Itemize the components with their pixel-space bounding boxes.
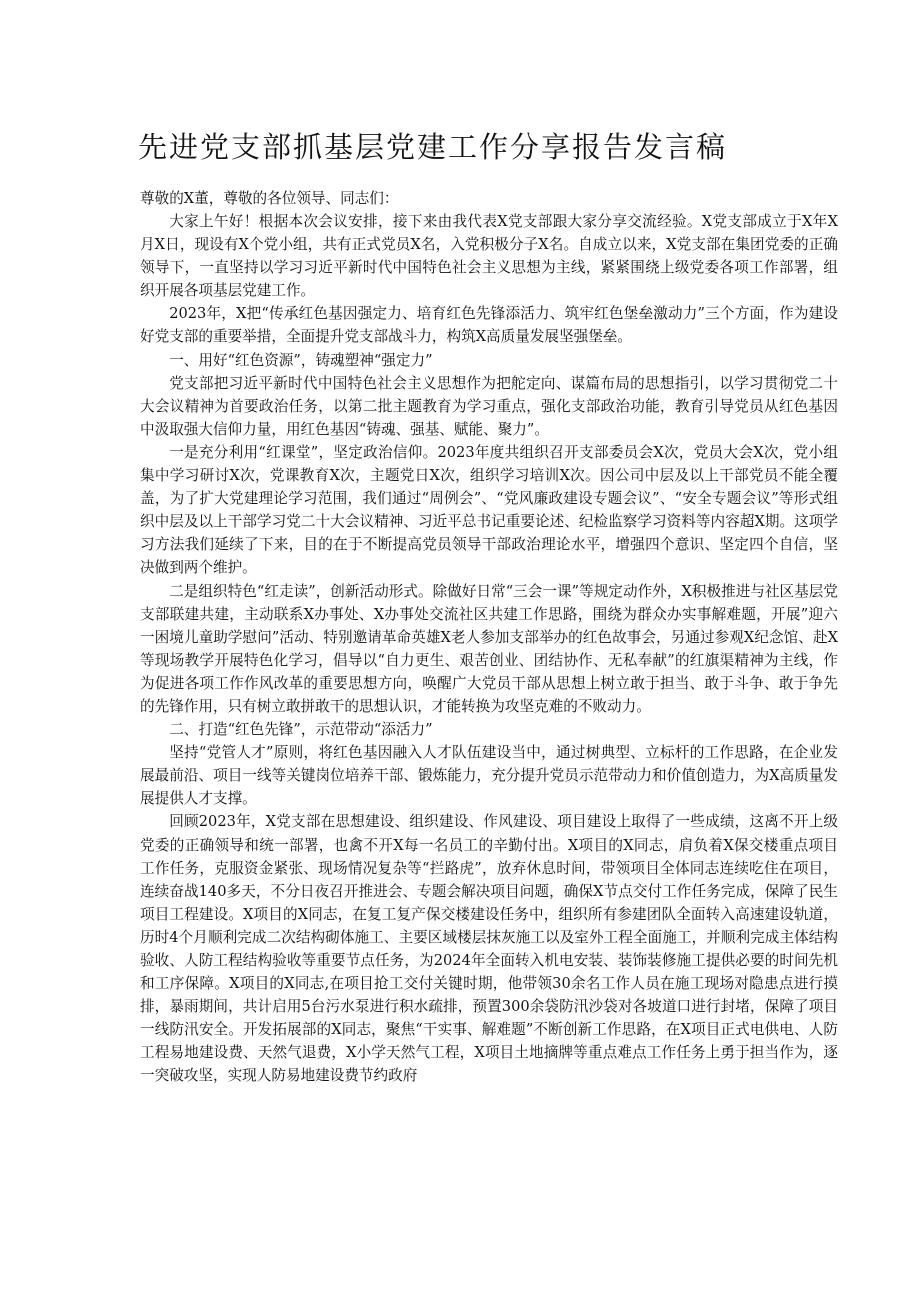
section-heading-2: 二、打造“红色先锋”，示范带动“添活力” xyxy=(169,721,433,739)
paragraph-talent: 坚持“党管人才”原则，将红色基因融入人才队伍建设当中，通过树典型、立标杆的工作思路，在企业发展最前沿、项目一线等关键岗位培养干部、锻炼能力，充分提升党员示范带动力和价值创造力，为X高质量发展提供人才支撑。 xyxy=(140,744,838,808)
paragraph-red-classroom: 一是充分利用“红课堂”，坚定政治信仰。2023年度共组织召开支部委员会X次，党员大会X次，党小组集中学习研讨X次，党课教育X次，主题党日X次，组织学习培训X次。因公司中层及以上干部党员不能全覆盖，为了扩大党建理论学习范围，我们通过“周例会”、“党风廉政建设专题会议”、“安全专题会议”等形式组织中层及以上干部学习党二十大会议精神、习近平总书记重要论述、纪检监察学习资料等内容超X期。这项学习方法我们延续了下来，目的在于不断提高党员领导干部政治理论水平，增强四个意识、坚定四个自信，坚决做到两个维护。 xyxy=(140,443,838,577)
section-heading-1: 一、用好“红色资源”，铸魂塑神“强定力” xyxy=(169,351,433,369)
paragraph-review-2023: 回顾2023年，X党支部在思想建设、组织建设、作风建设、项目建设上取得了一些成绩，这离不开上级党委的正确领导和统一部署，也禽不开X每一名员工的辛勤付出。X项目的X同志，肩负着X保交楼重点项目工作任务，克服资金紧张、现场情况复杂等“拦路虎”，放弃休息时间，带领项目全体同志连续吃住在项目，连续奋战140多天，不分日夜召开推进会、专题会解决项目问题，确保X节点交付工作任务完成，保障了民生项目工程建设。X项目的X同志，在复工复产保交楼建设任务中，组织所有参建团队全面转入高速建设轨道，历时4个月顺利完成二次结构砌体施工、主要区域楼层抹灰施工以及室外工程全面施工，并顺利完成主体结构验收、人防工程结构验收等重要节点任务，为2024年全面转入机电安装、装饰装修施工提供必要的时间先机和工序保障。X项目的X同志,在项目抢工交付关键时期，他带领30余名工作人员在施工现场对隐患点进行摸排，暴雨期间，共计启用5台污水泵进行积水疏排，预置300余袋防汛沙袋对各坡道口进行封堵，保障了项目一线防汛安全。开发拓展部的X同志，聚焦“干实事、解难题”不断创新工作思路，在X项目正式电供电、人防工程易地建设费、天然气退费，X小学天然气工程，X项目土地摘牌等重点难点工作任务上勇于担当作为，逐一突破攻坚，实现人防易地建设费节约政府 xyxy=(140,813,838,1085)
paragraph-intro: 大家上午好！根据本次会议安排，接下来由我代表X党支部跟大家分享交流经验。X党支部成立于X年X月X日，现设有X个党小组，共有正式党员X名，入党积极分子X名。自成立以来，X党支部在集团党委的正确领导下，一直坚持以学习习近平新时代中国特色社会主义思想为主线，紧紧围绕上级党委各项工作部署，组织开展各项基层党建工作。 xyxy=(140,213,838,300)
salutation: 尊敬的X董，尊敬的各位领导、同志们： xyxy=(140,190,399,207)
paragraph-section-1-intro: 党支部把习近平新时代中国特色社会主义思想作为把舵定向、谋篇布局的思想指引，以学习贯彻党二十大会议精神为首要政治任务，以第二批主题教育为学习重点，强化支部政治功能，教育引导党员从红色基因中汲取强大信仰力量，用红色基因“铸魂、强基、赋能、聚力”。 xyxy=(140,374,838,438)
paragraph-red-reading: 二是组织特色“红走读”，创新活动形式。除做好日常“三会一课”等规定动作外，X积极推进与社区基层党支部联建共建，主动联系X办事处、X办事处交流社区共建工作思路，围绕为群众办实事解难题，开展”迎六一困境儿童助学慰问”活动、特别邀请革命英雄X老人参加支部举办的红色故事会，另通过参观X纪念馆、赴X等现场教学开展特色化学习，倡导以“自力更生、艰苦创业、团结协作、无私奉献”的红旗渠精神为主线，作为促进各项工作作风改革的重要思想方向，唤醒广大党员干部从思想上树立敢于担当、敢于斗争、敢于争先的先锋作用，只有树立敢拼敢干的思想认识，才能转换为攻坚克难的不败动力。 xyxy=(140,582,838,715)
paragraph-2023-overview: 2023年，X把“传承红色基因强定力、培育红色先锋添活力、筑牢红色堡垒激动力”三个方面，作为建设好党支部的重要举措，全面提升党支部战斗力，构筑X高质量发展坚强堡垒。 xyxy=(140,305,838,346)
document-title: 先进党支部抓基层党建工作分享报告发言稿 xyxy=(138,130,728,164)
